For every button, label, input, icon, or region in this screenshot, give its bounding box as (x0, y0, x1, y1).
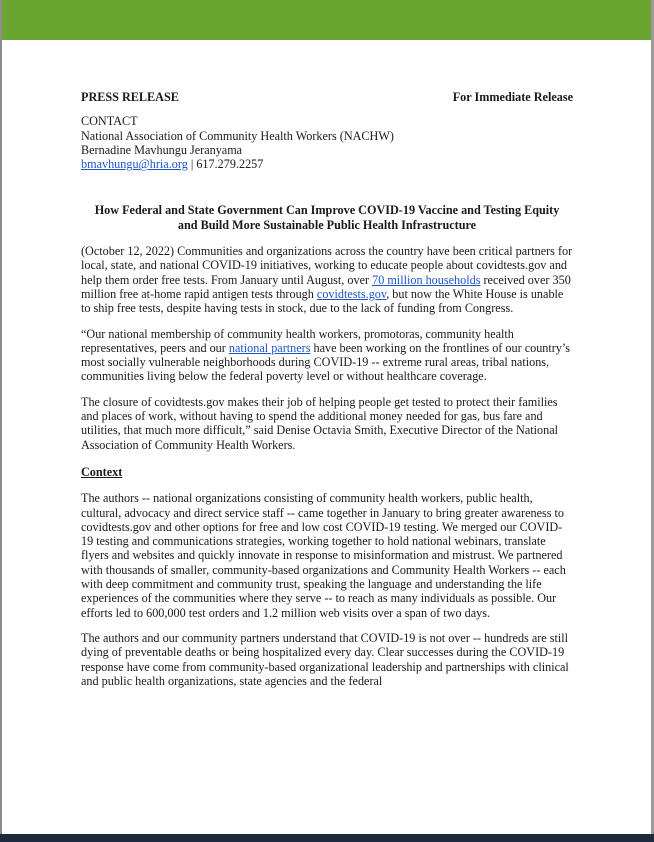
contact-name: Bernadine Mavhungu Jeranyama (81, 142, 243, 157)
press-release-title (81, 203, 573, 232)
link-covidtests-gov[interactable]: covidtests.gov (316, 286, 387, 301)
bottom-dark-bar (0, 834, 654, 842)
document-page (81, 90, 573, 688)
paragraph-2-text-a: “Our national membership of community health workers, promotoras, community health representatives, peers and our (81, 326, 514, 355)
press-header (81, 90, 573, 104)
contact-organization: National Association of Community Health Workers (NACHW) (81, 128, 394, 143)
release-timing-label: For Immediate Release (452, 90, 573, 104)
contact-phone: | 617.279.2257 (187, 157, 264, 172)
contact-block (81, 114, 573, 171)
contact-email-link[interactable]: bmavhungu@hria.org (81, 157, 188, 172)
link-national-partners[interactable]: national partners (228, 340, 311, 355)
paragraph-3: The closure of covidtests.gov makes their job of helping people get tested to protect their families and places of work, without having to spend the additional money needed for gas, bus fare and utilities, that much more difficult,” said Denise Octavia Smith, Executive Director of the National Association of Community Health Workers. (81, 394, 558, 452)
green-header-bar (2, 0, 651, 40)
paragraph-2 (81, 327, 573, 384)
contact-line (81, 157, 573, 171)
title-line-1: How Federal and State Government Can Improve COVID-19 Vaccine and Testing Equity (94, 203, 560, 218)
contact-label: CONTACT (81, 114, 138, 129)
paragraph-1-text-a: (October 12, 2022) Communities and organizations across the country have been critical partners for local, state, and national COVID-19 initiatives, working to educate people about covidtests.gov and help them order free tests. From January until August, over (81, 244, 573, 287)
link-70-million-households[interactable]: 70 million households (372, 272, 481, 287)
paragraph-1 (81, 244, 573, 315)
paragraph-1-text-c: , but now the White House is unable to ship free tests, despite having tests in stock, due to the lack of funding from Congress. (81, 286, 564, 316)
paragraph-2-text-b: have been working on the frontlines of our country’s most socially vulnerable neighborhoods during COVID-19 -- extreme rural areas, tribal nations, communities living below the federal poverty level or without healthcare coverage. (81, 340, 571, 384)
paragraph-1-text-b: received over 350 million free at-home rapid antigen tests through (81, 272, 571, 301)
paragraph-5: The authors and our community partners understand that COVID-19 is not over -- hundreds are still dying of preventable deaths or being hospitalized every day. Clear successes during the COVID-19 response have come from community-based organizational leadership and partnerships with clinical and public health organizations, state agencies and the federal (81, 630, 569, 688)
document-frame-left (0, 0, 2, 842)
paragraph-4: The authors -- national organizations consisting of community health workers, public health, cultural, advocacy and direct service staff -- came together in January to bring greater awareness to covidtests.gov and other options for free and low cost COVID-19 testing. We merged our COVID-19 testing and communications strategies, working together to hold national webinars, translate flyers and websites and quickly innovate in response to misinformation and mistrust. We partnered with thousands of smaller, community-based organizations and Community Health Workers -- each with deep commitment and community trust, speaking the language and understanding the life experiences of the communities where they serve -- to reach as many individuals as possible. Our efforts led to 600,000 test orders and 1.2 million web visits over a span of two days. (81, 491, 566, 620)
context-heading: Context (81, 464, 123, 479)
press-release-label: PRESS RELEASE (81, 90, 179, 104)
title-line-2: and Build More Sustainable Public Health Infrastructure (177, 217, 477, 232)
